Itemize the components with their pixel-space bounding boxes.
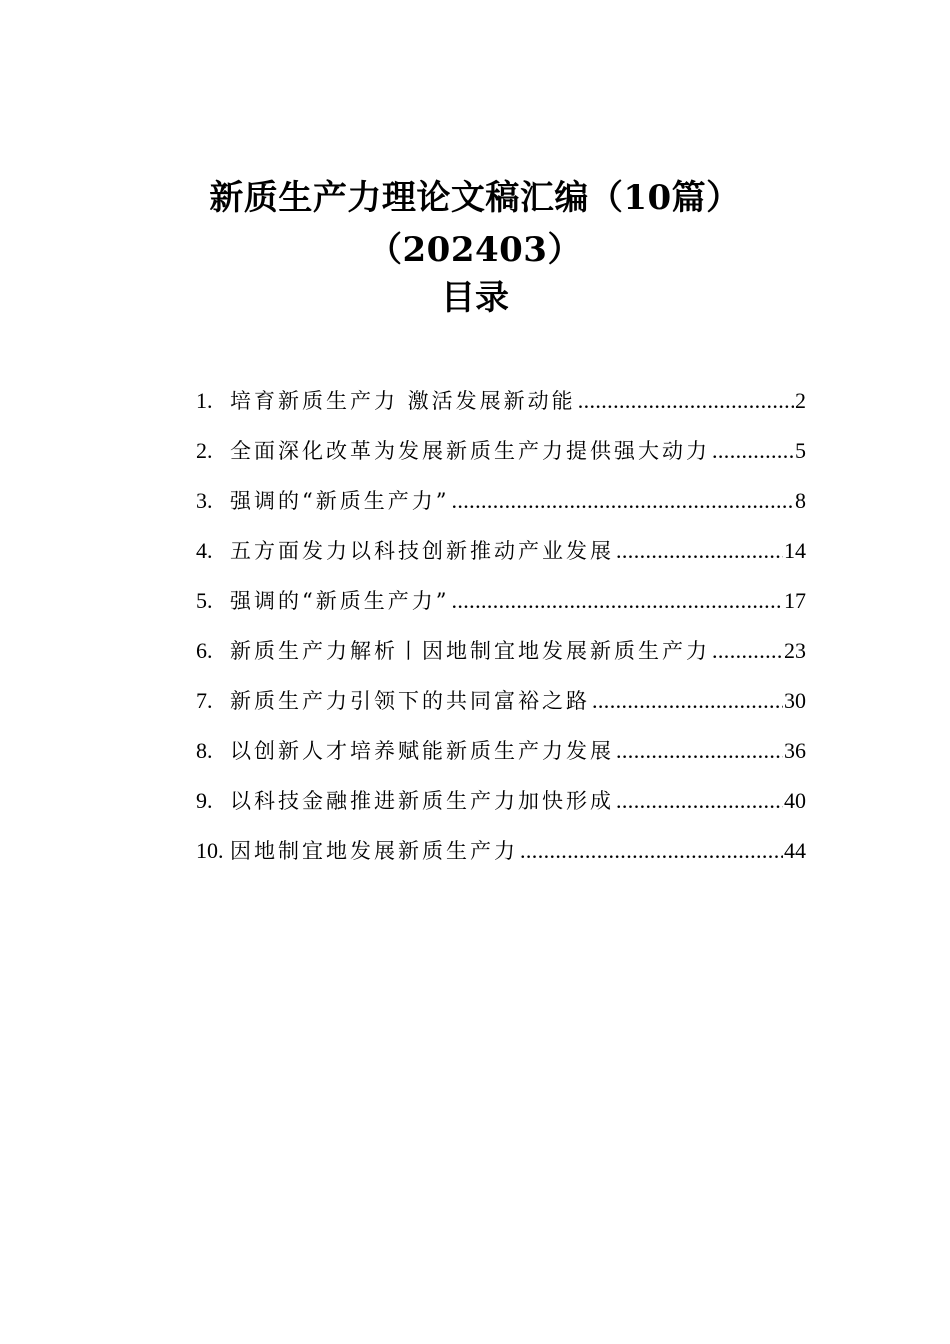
toc-page-number: 17 (784, 588, 806, 613)
toc-page-number: 8 (795, 488, 806, 513)
toc-item-number: 4. (196, 538, 213, 563)
toc-page-number: 36 (784, 738, 806, 763)
toc-item-title: 强调的“新质生产力” (230, 489, 450, 513)
toc-item-number: 10. (196, 838, 224, 863)
toc-item-title: 新质生产力解析丨因地制宜地发展新质生产力 (230, 639, 710, 663)
toc-page-number: 5 (795, 438, 806, 463)
toc-dot-leader (578, 378, 794, 424)
toc-page-number: 44 (784, 838, 806, 863)
toc-dot-leader (712, 628, 783, 674)
toc-page-number: 2 (795, 388, 806, 413)
toc-dot-leader (451, 478, 794, 524)
toc-page-number: 40 (784, 788, 806, 813)
toc-dot-leader (616, 728, 783, 774)
toc-item-number: 6. (196, 638, 213, 663)
toc-dot-leader (616, 778, 783, 824)
toc-item-1[interactable] (196, 378, 806, 428)
toc-item-7[interactable] (196, 678, 806, 728)
toc-dot-leader (712, 428, 794, 474)
toc-item-5[interactable] (196, 578, 806, 628)
toc-item-number: 1. (196, 388, 213, 413)
toc-item-title: 全面深化改革为发展新质生产力提供强大动力 (230, 439, 710, 463)
toc-item-number: 8. (196, 738, 213, 763)
toc-item-3[interactable] (196, 478, 806, 528)
toc-item-10[interactable] (196, 828, 806, 878)
toc-page-number: 30 (784, 688, 806, 713)
toc-item-title: 强调的“新质生产力” (230, 589, 450, 613)
toc-dot-leader (616, 528, 783, 574)
toc-heading: 目录 (441, 278, 509, 318)
toc-item-number: 5. (196, 588, 213, 613)
toc-item-title: 培育新质生产力 激活发展新动能 (230, 389, 576, 413)
document-title: 新质生产力理论文稿汇编（10篇）（202403） (209, 178, 741, 270)
toc-item-number: 9. (196, 788, 213, 813)
toc-item-number: 7. (196, 688, 213, 713)
toc-page-number: 23 (784, 638, 806, 663)
table-of-contents (196, 378, 806, 878)
toc-item-number: 3. (196, 488, 213, 513)
toc-dot-leader (520, 828, 783, 874)
toc-item-title: 以科技金融推进新质生产力加快形成 (230, 789, 614, 813)
toc-item-2[interactable] (196, 428, 806, 478)
toc-item-6[interactable] (196, 628, 806, 678)
toc-page-number: 14 (784, 538, 806, 563)
toc-item-4[interactable] (196, 528, 806, 578)
toc-item-8[interactable] (196, 728, 806, 778)
toc-item-title: 五方面发力以科技创新推动产业发展 (230, 539, 614, 563)
toc-dot-leader (451, 578, 783, 624)
toc-item-title: 以创新人才培养赋能新质生产力发展 (230, 739, 614, 763)
toc-item-number: 2. (196, 438, 213, 463)
toc-dot-leader (592, 678, 783, 724)
toc-item-title: 新质生产力引领下的共同富裕之路 (230, 689, 590, 713)
toc-item-title: 因地制宜地发展新质生产力 (230, 839, 518, 863)
toc-item-9[interactable] (196, 778, 806, 828)
